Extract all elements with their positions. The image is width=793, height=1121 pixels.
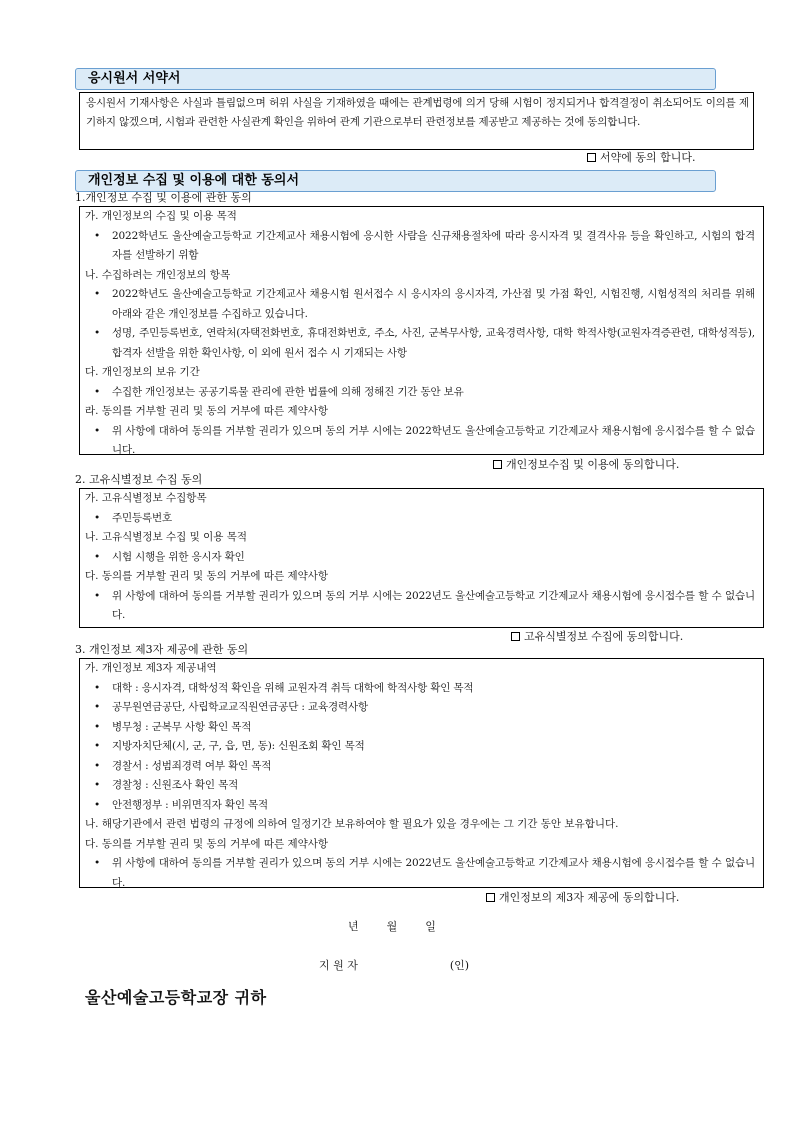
part3-content-box bbox=[79, 658, 764, 888]
signature-line bbox=[305, 944, 469, 986]
part2-consent-label: 고유식별정보 수집에 동의합니다. bbox=[524, 630, 684, 643]
clause-heading: 나. 해당기관에서 관련 법령의 규정에 의하여 일정기간 보유하여야 할 필요가 있을 경우에는 그 기간 동안 보유합니다. bbox=[85, 818, 619, 830]
bullet-item: • 2022학년도 울산예술고등학교 기간제교사 채용시험에 응시한 사람을 신규채용절차에 따라 응시자격 및 결격사유 등을 확인하고, 시험의 합격자를 선발하기 위함 bbox=[80, 227, 763, 266]
bullet-item: • 주민등록번호 bbox=[80, 509, 763, 529]
part2-title: 2. 고유식별정보 수집 동의 bbox=[75, 473, 203, 486]
clause-heading: 가. 개인정보의 수집 및 이용 목적 bbox=[85, 210, 237, 222]
pledge-text-box: 응시원서 기재사항은 사실과 틀림없으며 허위 사실을 기재하였을 때에는 관계법령에 의거 당해 시험이 정지되거나 합격결정이 취소되어도 이의를 제기하지 않겠으며, 시험과 관련한 사실관계 확인을 위하여 관계 기관으로부터 관련정보를 제공받고 제공하는 것에 동의합니다. bbox=[79, 92, 754, 150]
bullet-item: • 대학 : 응시자격, 대학성적 확인을 위해 교원자격 취득 대학에 학적사항 확인 목적 bbox=[80, 679, 763, 699]
bullet-item: • 위 사항에 대하여 동의를 거부할 권리가 있으며 동의 거부 시에는 2022년도 울산예술고등학교 기간제교사 채용시험에 응시접수를 할 수 없습니다. bbox=[80, 854, 763, 893]
clause-heading: 다. 동의를 거부할 권리 및 동의 거부에 따른 제약사항 bbox=[85, 570, 329, 582]
clause-heading: 나. 수집하려는 개인정보의 항목 bbox=[85, 268, 231, 281]
part1-consent-checkbox[interactable] bbox=[493, 460, 502, 469]
part3-consent-label: 개인정보의 제3자 제공에 동의합니다. bbox=[499, 891, 680, 904]
bullet-item: • 지방자치단체(시, 군, 구, 읍, 면, 동): 신원조회 확인 목적 bbox=[80, 737, 763, 757]
addressee: 울산예술고등학교장 귀하 bbox=[85, 988, 267, 1007]
part1-consent-label: 개인정보수집 및 이용에 동의합니다. bbox=[506, 458, 680, 471]
bullet-item: • 안전행정부 : 비위면직자 확인 목적 bbox=[80, 796, 763, 816]
bullet-item: • 공무원연금공단, 사립학교교직원연금공단 : 교육경력사항 bbox=[80, 698, 763, 718]
part1-title: 1.개인정보 수집 및 이용에 관한 동의 bbox=[75, 191, 252, 204]
part1-content-box bbox=[79, 206, 764, 455]
bullet-item: • 위 사항에 대하여 동의를 거부할 권리가 있으며 동의 거부 시에는 2022학년도 울산예술고등학교 기간제교사 채용시험에 응시접수를 할 수 없습니다. bbox=[80, 422, 763, 461]
part3-consent-checkbox[interactable] bbox=[486, 893, 495, 902]
part3-consent[interactable] bbox=[486, 891, 679, 905]
pledge-consent-checkbox[interactable] bbox=[587, 153, 596, 162]
bullet-item: • 성명, 주민등록번호, 연락처(자택전화번호, 휴대전화번호, 주소, 사진, 군복무사항, 교육경력사항, 대학 학적사항(교원자격증관련, 대학성적등), 합격자 선발을 위한 확인사항, 이 외에 원서 접수 시 기재되는 사항 bbox=[80, 324, 763, 363]
bullet-item: • 경찰청 : 신원조사 확인 목적 bbox=[80, 776, 763, 796]
pledge-consent[interactable] bbox=[587, 151, 696, 165]
clause-heading: 다. 동의를 거부할 권리 및 동의 거부에 따른 제약사항 bbox=[85, 837, 329, 850]
bullet-item: • 위 사항에 대하여 동의를 거부할 권리가 있으며 동의 거부 시에는 2022년도 울산예술고등학교 기간제교사 채용시험에 응시접수를 할 수 없습니다. bbox=[80, 587, 763, 626]
bullet-item: • 수집한 개인정보는 공공기록물 관리에 관한 법률에 의해 정해진 기간 동안 보유 bbox=[80, 383, 763, 403]
clause-heading: 다. 개인정보의 보유 기간 bbox=[85, 366, 200, 378]
bullet-item: • 2022학년도 울산예술고등학교 기간제교사 채용시험 원서접수 시 응시자의 응시자격, 가산점 및 가점 확인, 시험진행, 시험성적의 처리를 위해 아래와 같은 개인정보를 수집하고 있습니다. bbox=[80, 285, 763, 324]
part2-content-box bbox=[79, 488, 764, 628]
clause-heading: 가. 고유식별정보 수집항목 bbox=[85, 492, 207, 504]
bullet-item: • 경찰서 : 성범죄경력 여부 확인 목적 bbox=[80, 757, 763, 777]
applicant-label: 지 원 자 bbox=[319, 959, 358, 972]
date-line: 년 월 일 bbox=[348, 920, 436, 933]
clause-heading: 라. 동의를 거부할 권리 및 동의 거부에 따른 제약사항 bbox=[85, 405, 329, 417]
part2-consent-checkbox[interactable] bbox=[511, 632, 520, 641]
clause-heading: 나. 고유식별정보 수집 및 이용 목적 bbox=[85, 531, 248, 543]
part2-consent[interactable] bbox=[511, 630, 683, 644]
pledge-consent-label: 서약에 동의 합니다. bbox=[600, 151, 696, 164]
bullet-item: • 시험 시행을 위한 응시자 확인 bbox=[80, 548, 763, 568]
bullet-item: • 병무청 : 군복무 사항 확인 목적 bbox=[80, 718, 763, 738]
part3-title: 3. 개인정보 제3자 제공에 관한 동의 bbox=[75, 643, 249, 656]
part1-consent[interactable] bbox=[493, 458, 679, 472]
pledge-section-header: 응시원서 서약서 bbox=[75, 68, 716, 90]
seal-label: (인) bbox=[449, 959, 470, 972]
privacy-section-header: 개인정보 수집 및 이용에 대한 동의서 bbox=[75, 170, 716, 192]
clause-heading: 가. 개인정보 제3자 제공내역 bbox=[85, 662, 217, 674]
